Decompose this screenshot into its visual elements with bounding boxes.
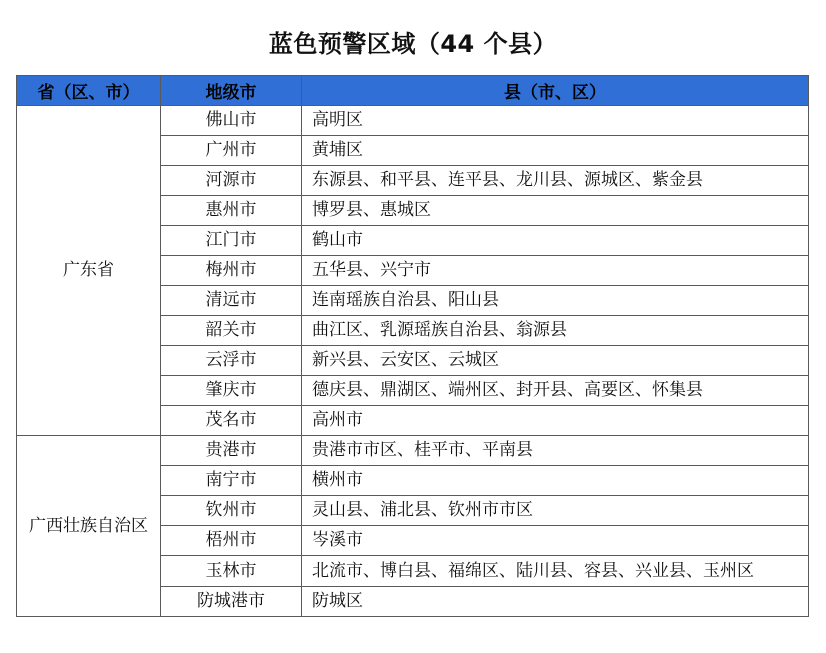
county-cell: 曲江区、乳源瑶族自治县、翁源县 — [302, 316, 809, 346]
county-cell: 东源县、和平县、连平县、龙川县、源城区、紫金县 — [302, 166, 809, 196]
province-cell-guangdong: 广东省 — [17, 106, 161, 436]
city-cell: 清远市 — [161, 286, 302, 316]
city-cell: 贵港市 — [161, 436, 302, 466]
county-cell: 五华县、兴宁市 — [302, 256, 809, 286]
county-cell: 贵港市市区、桂平市、平南县 — [302, 436, 809, 466]
city-cell: 南宁市 — [161, 466, 302, 496]
city-cell: 梧州市 — [161, 526, 302, 556]
city-cell: 广州市 — [161, 136, 302, 166]
document-title: 蓝色预警区域（44 个县） — [268, 30, 558, 58]
city-cell: 梅州市 — [161, 256, 302, 286]
header-city: 地级市 — [161, 76, 302, 106]
city-cell: 防城港市 — [161, 587, 302, 617]
city-cell: 佛山市 — [161, 106, 302, 136]
header-province: 省（区、市） — [17, 76, 161, 106]
city-cell: 韶关市 — [161, 316, 302, 346]
province-cell-guangxi: 广西壮族自治区 — [17, 436, 161, 617]
city-cell: 茂名市 — [161, 406, 302, 436]
city-cell: 惠州市 — [161, 196, 302, 226]
county-cell: 灵山县、浦北县、钦州市市区 — [302, 496, 809, 526]
city-cell: 云浮市 — [161, 346, 302, 376]
county-cell: 新兴县、云安区、云城区 — [302, 346, 809, 376]
county-cell: 博罗县、惠城区 — [302, 196, 809, 226]
table-row — [17, 436, 809, 466]
county-cell: 高明区 — [302, 106, 809, 136]
county-cell: 高州市 — [302, 406, 809, 436]
city-cell: 肇庆市 — [161, 376, 302, 406]
county-cell: 防城区 — [302, 587, 809, 617]
county-cell: 连南瑶族自治县、阳山县 — [302, 286, 809, 316]
city-cell: 玉林市 — [161, 556, 302, 587]
county-cell: 德庆县、鼎湖区、端州区、封开县、高要区、怀集县 — [302, 376, 809, 406]
warning-table — [16, 75, 809, 617]
county-cell: 鹤山市 — [302, 226, 809, 256]
county-cell: 岑溪市 — [302, 526, 809, 556]
city-cell: 钦州市 — [161, 496, 302, 526]
city-cell: 江门市 — [161, 226, 302, 256]
header-county: 县（市、区） — [302, 76, 809, 106]
table-row — [17, 106, 809, 136]
county-cell: 北流市、博白县、福绵区、陆川县、容县、兴业县、玉州区 — [302, 556, 809, 587]
header-row — [17, 76, 809, 106]
county-cell: 黄埔区 — [302, 136, 809, 166]
county-cell: 横州市 — [302, 466, 809, 496]
city-cell: 河源市 — [161, 166, 302, 196]
